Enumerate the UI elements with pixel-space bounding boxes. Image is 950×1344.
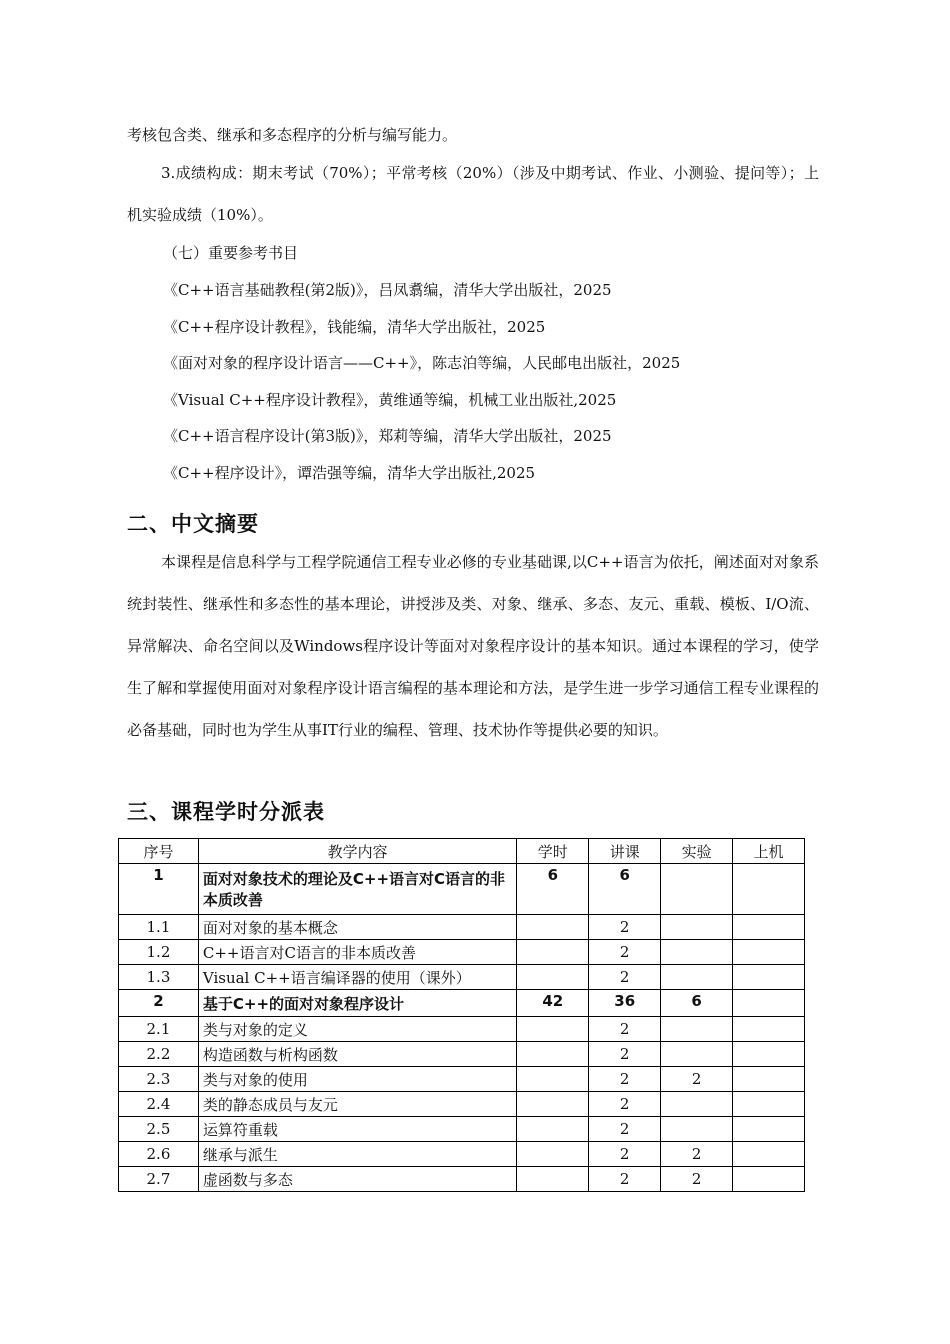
row-hours <box>517 1017 589 1042</box>
column-header-hours: 学时 <box>517 839 589 864</box>
row-computer <box>733 864 805 915</box>
row-computer <box>733 1017 805 1042</box>
row-hours: 6 <box>517 864 589 915</box>
table-row <box>119 1142 805 1167</box>
reference-item: 《C++程序设计》，谭浩强等编，清华大学出版社,2025 <box>163 464 536 482</box>
row-no: 1 <box>119 864 199 915</box>
references-heading: （七）重要参考书目 <box>163 244 299 262</box>
intro-paragraph-1: 考核包含类、继承和多态程序的分析与编写能力。 <box>127 126 458 144</box>
row-lecture: 2 <box>589 1167 661 1192</box>
table-row <box>119 1167 805 1192</box>
row-hours <box>517 1042 589 1067</box>
table-row <box>119 1092 805 1117</box>
row-lecture: 2 <box>589 965 661 990</box>
table-row <box>119 1117 805 1142</box>
row-lab <box>661 915 733 940</box>
reference-item: 《C++语言基础教程(第2版)》，吕凤翥编，清华大学出版社，2025 <box>163 281 612 299</box>
table-row <box>119 1067 805 1092</box>
grading-paragraph: 3.成绩构成：期末考试（70%）；平常考核（20%）（涉及中期考试、作业、小测验、提问等）；上机实验成绩（10%）。 <box>127 164 819 224</box>
row-lab <box>661 1017 733 1042</box>
row-content: 继承与派生 <box>198 1142 516 1167</box>
row-computer <box>733 1117 805 1142</box>
row-computer <box>733 1067 805 1092</box>
row-content: 类与对象的定义 <box>198 1017 516 1042</box>
column-header-computer: 上机 <box>733 839 805 864</box>
row-no: 1.1 <box>119 915 199 940</box>
table-row <box>119 864 805 915</box>
row-hours <box>517 1167 589 1192</box>
reference-item: 《Visual C++程序设计教程》，黄维通等编，机械工业出版社,2025 <box>163 391 617 409</box>
table-row <box>119 1042 805 1067</box>
row-content: 基于C++的面对对象程序设计 <box>198 990 516 1017</box>
row-no: 1.2 <box>119 940 199 965</box>
row-content: Visual C++语言编译器的使用（课外） <box>198 965 516 990</box>
summary-paragraph: 本课程是信息科学与工程学院通信工程专业必修的专业基础课,以C++语言为依托，阐述面对对象系统封装性、继承性和多态性的基本理论，讲授涉及类、对象、继承、多态、友元、重载、模板、I/O流、异常解决、命名空间以及Windows程序设计等面对对象程序设计的基本知识。通过本课程的学习，使学生了解和掌握使用面对对象程序设计语言编程的基本理论和方法，是学生进一步学习通信工程专业课程的必备基础，同时也为学生从事IT行业的编程、管理、技术协作等提供必要的知识。 <box>127 553 819 739</box>
row-no: 2.7 <box>119 1167 199 1192</box>
row-lecture: 6 <box>589 864 661 915</box>
row-hours <box>517 965 589 990</box>
row-no: 1.3 <box>119 965 199 990</box>
column-header-content: 教学内容 <box>198 839 516 864</box>
row-lecture: 36 <box>589 990 661 1017</box>
row-lecture: 2 <box>589 1142 661 1167</box>
row-no: 2 <box>119 990 199 1017</box>
row-hours <box>517 1142 589 1167</box>
row-no: 2.3 <box>119 1067 199 1092</box>
row-lab: 6 <box>661 990 733 1017</box>
row-computer <box>733 915 805 940</box>
row-hours <box>517 940 589 965</box>
column-header-no: 序号 <box>119 839 199 864</box>
row-computer <box>733 1042 805 1067</box>
table-row <box>119 990 805 1017</box>
table-row <box>119 965 805 990</box>
row-content: 类与对象的使用 <box>198 1067 516 1092</box>
row-content: 类的静态成员与友元 <box>198 1092 516 1117</box>
reference-item: 《面对对象的程序设计语言——C++》，陈志泊等编，人民邮电出版社，2025 <box>163 354 681 372</box>
row-content: 面对对象技术的理论及C++语言对C语言的非本质改善 <box>198 864 516 915</box>
row-lecture: 2 <box>589 1067 661 1092</box>
summary-heading: 二、中文摘要 <box>127 512 259 536</box>
column-header-lab: 实验 <box>661 839 733 864</box>
row-content: 面对对象的基本概念 <box>198 915 516 940</box>
course-hours-table <box>118 838 805 1192</box>
row-lab: 2 <box>661 1067 733 1092</box>
row-hours <box>517 915 589 940</box>
schedule-heading: 三、课程学时分派表 <box>127 800 325 824</box>
row-no: 2.4 <box>119 1092 199 1117</box>
row-lecture: 2 <box>589 1042 661 1067</box>
row-no: 2.1 <box>119 1017 199 1042</box>
row-content: 构造函数与析构函数 <box>198 1042 516 1067</box>
row-lab <box>661 864 733 915</box>
row-lab <box>661 940 733 965</box>
reference-item: 《C++语言程序设计(第3版)》，郑莉等编，清华大学出版社，2025 <box>163 427 612 445</box>
row-lecture: 2 <box>589 1092 661 1117</box>
row-hours: 42 <box>517 990 589 1017</box>
row-lecture: 2 <box>589 1017 661 1042</box>
row-computer <box>733 1092 805 1117</box>
row-computer <box>733 940 805 965</box>
row-no: 2.6 <box>119 1142 199 1167</box>
row-lab: 2 <box>661 1167 733 1192</box>
row-hours <box>517 1067 589 1092</box>
row-hours <box>517 1092 589 1117</box>
row-lecture: 2 <box>589 1117 661 1142</box>
row-lecture: 2 <box>589 940 661 965</box>
row-lab <box>661 1042 733 1067</box>
table-row <box>119 1017 805 1042</box>
row-computer <box>733 990 805 1017</box>
row-content: C++语言对C语言的非本质改善 <box>198 940 516 965</box>
row-lecture: 2 <box>589 915 661 940</box>
row-lab <box>661 965 733 990</box>
table-row <box>119 940 805 965</box>
table-header-row <box>119 839 805 864</box>
row-hours <box>517 1117 589 1142</box>
row-no: 2.5 <box>119 1117 199 1142</box>
row-lab <box>661 1092 733 1117</box>
row-computer <box>733 1142 805 1167</box>
row-computer <box>733 965 805 990</box>
row-no: 2.2 <box>119 1042 199 1067</box>
row-computer <box>733 1167 805 1192</box>
row-content: 虚函数与多态 <box>198 1167 516 1192</box>
row-lab <box>661 1117 733 1142</box>
column-header-lecture: 讲课 <box>589 839 661 864</box>
row-content: 运算符重载 <box>198 1117 516 1142</box>
table-row <box>119 915 805 940</box>
row-lab: 2 <box>661 1142 733 1167</box>
reference-item: 《C++程序设计教程》，钱能编，清华大学出版社，2025 <box>163 318 546 336</box>
